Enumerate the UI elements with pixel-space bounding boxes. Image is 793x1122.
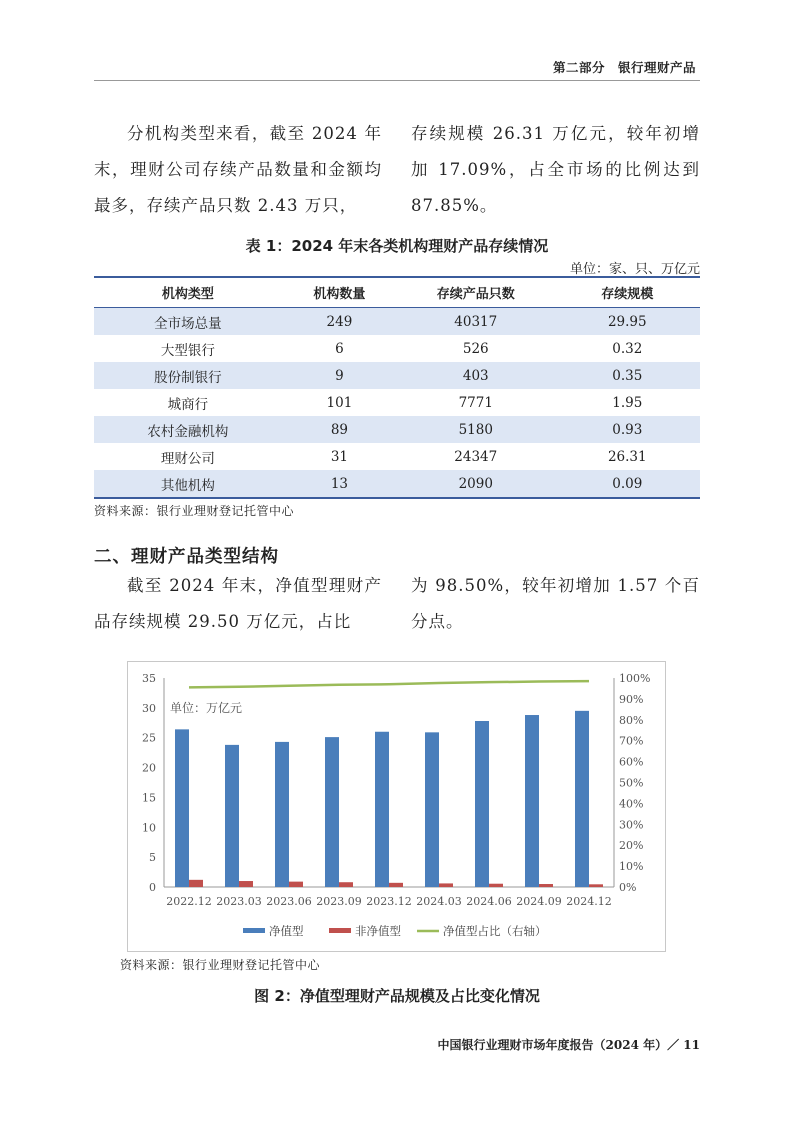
table-row xyxy=(94,335,700,362)
table-row xyxy=(94,308,700,336)
institution-table xyxy=(94,276,700,499)
bar-non-net-value xyxy=(289,882,303,887)
bar-non-net-value xyxy=(489,884,503,887)
bar-non-net-value xyxy=(189,880,203,887)
paragraph2-right-text: 为 98.50%，较年初增加 1.57 个百分点。 xyxy=(411,576,700,631)
cell-products: 2090 xyxy=(397,470,555,498)
y2-tick-label: 50% xyxy=(619,776,644,790)
page-footer: 中国银行业理财市场年度报告（2024 年）／ 11 xyxy=(437,1038,700,1052)
y-tick-label: 25 xyxy=(142,731,156,745)
cell-count: 6 xyxy=(335,340,344,357)
cell-type: 股份制银行 xyxy=(94,362,282,389)
paragraph2-left xyxy=(94,568,382,640)
bar-non-net-value xyxy=(589,884,603,887)
paragraph1-right xyxy=(411,116,700,224)
bar-net-value xyxy=(325,737,339,887)
cell-scale: 0.35 xyxy=(555,362,700,389)
bar-net-value xyxy=(525,715,539,887)
y-tick-label: 20 xyxy=(142,761,156,775)
x-tick-label: 2024.03 xyxy=(416,895,462,908)
x-tick-label: 2023.09 xyxy=(316,895,362,908)
cell-scale: 0.09 xyxy=(555,470,700,498)
y-tick-label: 5 xyxy=(149,851,156,865)
chart-source: 资料来源：银行业理财登记托管中心 xyxy=(120,958,321,972)
table1-unit: 单位：家、只、万亿元 xyxy=(569,262,700,277)
y2-tick-label: 90% xyxy=(619,692,644,706)
cell-count: 101 xyxy=(326,394,353,411)
paragraph1-right-text: 存续规模 26.31 万亿元，较年初增加 17.09%，占全市场的比例达到 87.85%。 xyxy=(411,124,700,215)
chart-container xyxy=(127,661,666,952)
net-value-chart xyxy=(128,662,665,951)
y-tick-label: 10 xyxy=(142,821,156,835)
bar-net-value xyxy=(275,742,289,887)
y2-tick-label: 10% xyxy=(619,860,644,874)
cell-products: 526 xyxy=(462,340,489,357)
cell-count: 89 xyxy=(282,416,397,443)
cell-count: 249 xyxy=(282,308,397,336)
cell-products: 24347 xyxy=(454,448,498,465)
y-tick-label: 0 xyxy=(149,881,156,894)
legend-label: 净值型 xyxy=(269,924,304,938)
header-scale: 存续规模 xyxy=(555,277,700,308)
paragraph2-left-text: 截至 2024 年末，净值型理财产品存续规模 29.50 万亿元，占比 xyxy=(94,576,382,631)
bar-net-value xyxy=(375,732,389,887)
y2-tick-label: 0% xyxy=(619,881,637,894)
y-tick-label: 30 xyxy=(142,701,156,715)
cell-type: 全市场总量 xyxy=(94,308,282,336)
legend-swatch xyxy=(329,928,351,933)
cell-type: 农村金融机构 xyxy=(94,416,282,443)
y2-tick-label: 40% xyxy=(619,797,644,811)
chart-unit-annotation: 单位：万亿元 xyxy=(170,700,243,715)
bar-non-net-value xyxy=(389,883,403,887)
y2-tick-label: 30% xyxy=(619,818,644,832)
x-tick-label: 2024.12 xyxy=(566,895,612,908)
y2-tick-label: 60% xyxy=(619,755,644,769)
y-tick-label: 15 xyxy=(142,791,156,805)
cell-count: 31 xyxy=(330,448,349,465)
cell-type: 理财公司 xyxy=(160,450,215,467)
cell-scale: 0.93 xyxy=(555,416,700,443)
y2-tick-label: 80% xyxy=(619,713,644,727)
cell-scale: 1.95 xyxy=(612,394,643,411)
x-tick-label: 2022.12 xyxy=(166,895,212,908)
cell-count: 13 xyxy=(282,470,397,498)
bar-non-net-value xyxy=(239,881,253,887)
x-tick-label: 2023.12 xyxy=(366,895,412,908)
cell-products: 5180 xyxy=(397,416,555,443)
bar-net-value xyxy=(475,721,489,887)
bar-net-value xyxy=(575,711,589,887)
cell-scale: 26.31 xyxy=(607,448,647,465)
bar-non-net-value xyxy=(339,882,353,887)
bar-non-net-value xyxy=(439,883,453,887)
header-count: 机构数量 xyxy=(282,277,397,308)
cell-type: 其他机构 xyxy=(94,470,282,498)
page-header-section: 第二部分 银行理财产品 xyxy=(553,60,697,75)
legend-label: 净值型占比（右轴） xyxy=(443,924,547,938)
cell-products: 403 xyxy=(397,362,555,389)
legend-label: 非净值型 xyxy=(355,924,401,938)
cell-scale: 0.32 xyxy=(612,340,643,357)
header-divider xyxy=(94,80,700,81)
table-row xyxy=(94,362,700,389)
bar-net-value xyxy=(175,729,189,887)
x-tick-label: 2024.09 xyxy=(516,895,562,908)
table-row xyxy=(94,443,700,470)
bar-non-net-value xyxy=(539,884,553,887)
section2-title: 二、理财产品类型结构 xyxy=(94,547,279,567)
table-row xyxy=(94,389,700,416)
table1-source: 资料来源：银行业理财登记托管中心 xyxy=(94,504,295,518)
x-tick-label: 2024.06 xyxy=(466,895,512,908)
paragraph1-left-text: 分机构类型来看，截至 2024 年末，理财公司存续产品数量和金额均最多，存续产品只数 2.43 万只， xyxy=(94,124,382,215)
chart-caption: 图 2：净值型理财产品规模及占比变化情况 xyxy=(254,987,540,1005)
bar-net-value xyxy=(425,732,439,887)
y2-tick-label: 70% xyxy=(619,734,644,748)
cell-scale: 29.95 xyxy=(555,308,700,336)
y-tick-label: 35 xyxy=(142,672,156,685)
table-row xyxy=(94,470,700,498)
paragraph2-right xyxy=(411,568,700,640)
table-header-row xyxy=(94,277,700,308)
cell-count: 9 xyxy=(282,362,397,389)
cell-type: 大型银行 xyxy=(160,342,215,359)
cell-products: 7771 xyxy=(458,394,493,411)
table1-title: 表 1：2024 年末各类机构理财产品存续情况 xyxy=(245,237,549,255)
header-products: 存续产品只数 xyxy=(397,277,555,308)
table-row xyxy=(94,416,700,443)
cell-products: 40317 xyxy=(397,308,555,336)
y2-tick-label: 20% xyxy=(619,839,644,853)
cell-type: 城商行 xyxy=(167,396,209,413)
paragraph1-left xyxy=(94,116,382,224)
bar-net-value xyxy=(225,745,239,887)
legend-swatch xyxy=(243,928,265,933)
header-type: 机构类型 xyxy=(94,277,282,308)
line-net-value-share xyxy=(189,681,589,687)
x-tick-label: 2023.03 xyxy=(216,895,262,908)
x-tick-label: 2023.06 xyxy=(266,895,312,908)
y2-tick-label: 100% xyxy=(619,672,651,685)
